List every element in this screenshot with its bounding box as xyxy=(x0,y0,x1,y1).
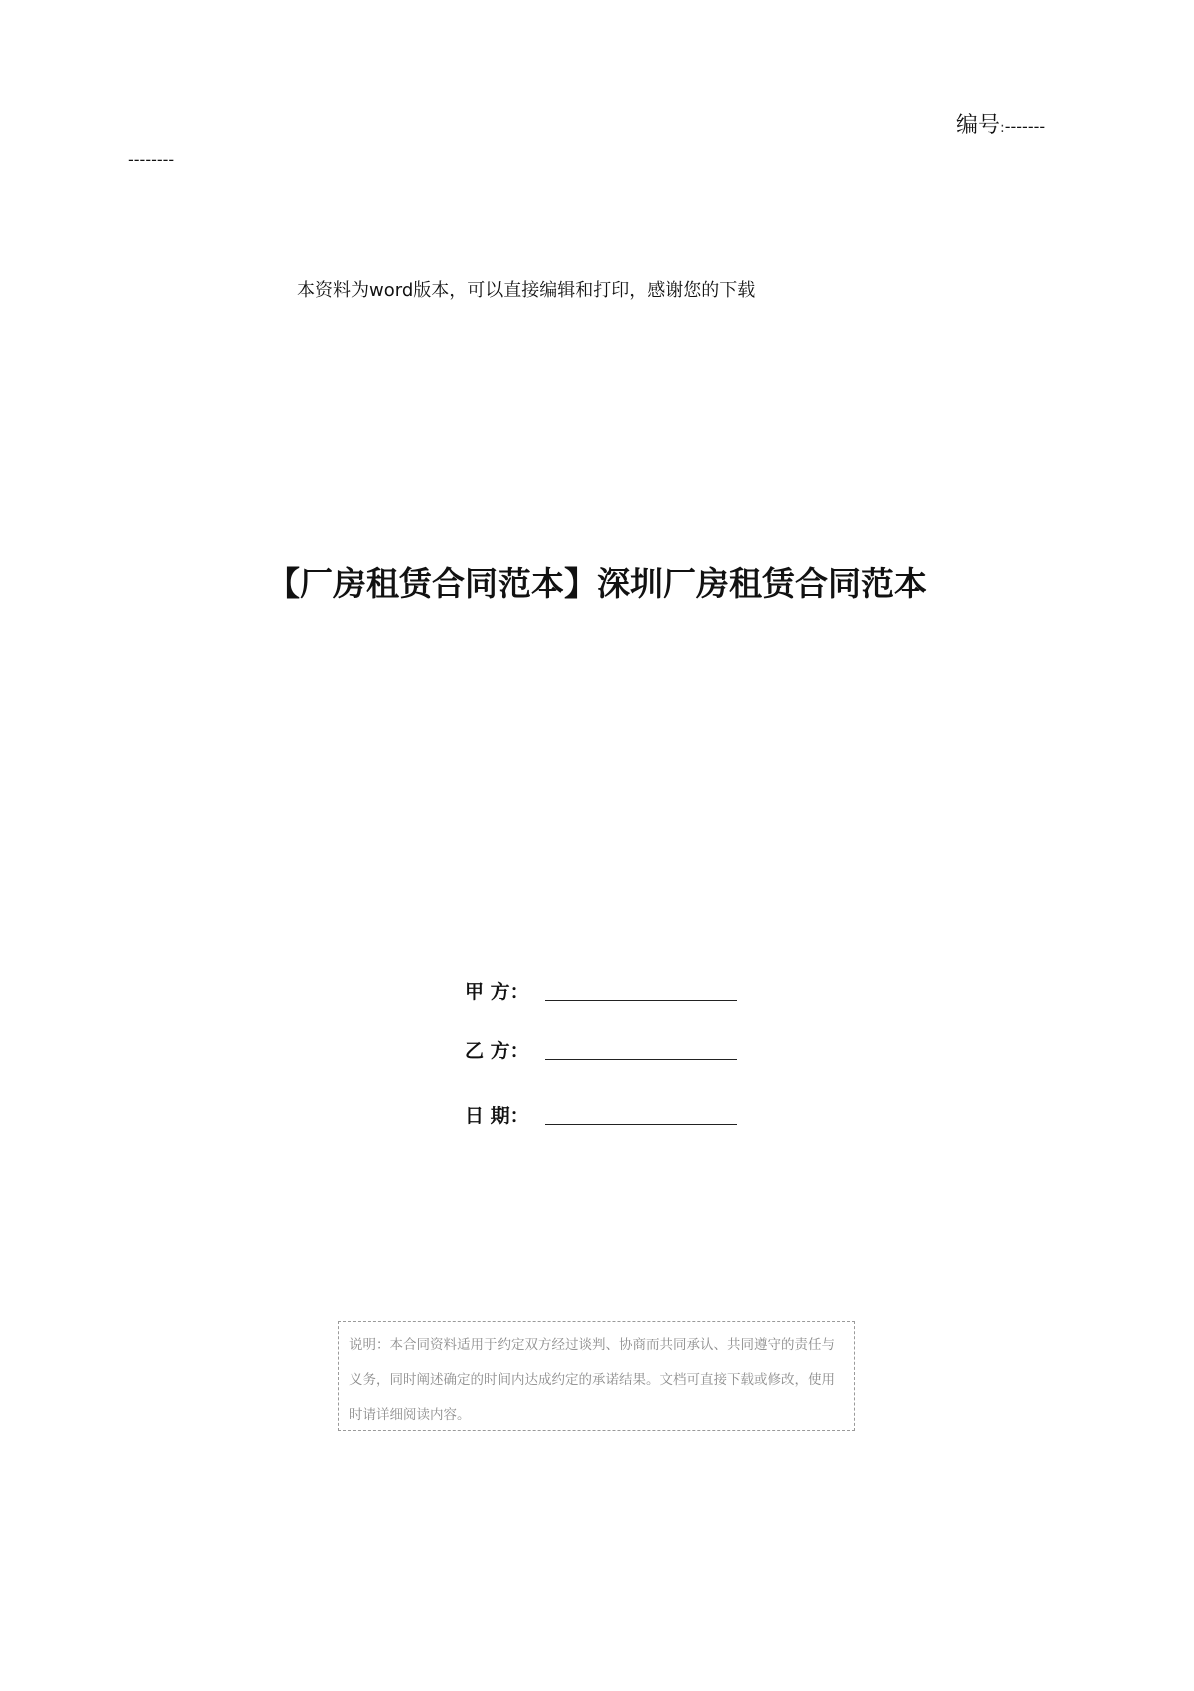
party-b-label: 乙 方： xyxy=(465,1040,529,1062)
date-label: 日 期： xyxy=(465,1105,529,1127)
note-line: 说明：本合同资料适用于约定双方经过谈判、协商而共同承认、共同遵守的责任与 xyxy=(349,1337,835,1353)
document-number-colon: : xyxy=(1000,120,1005,136)
party-b-row xyxy=(465,1036,737,1063)
document-title: 【厂房租赁合同范本】深圳厂房租赁合同范本 xyxy=(267,564,927,603)
party-a-label: 甲 方： xyxy=(465,981,529,1003)
note-line: 义务，同时阐述确定的时间内达成约定的承诺结果。文档可直接下载或修改，使用 xyxy=(349,1372,835,1388)
note-line: 时请详细阅读内容。 xyxy=(349,1407,471,1423)
party-a-row xyxy=(465,977,737,1004)
date-blank-line xyxy=(545,1123,737,1125)
document-number xyxy=(956,108,1045,139)
download-notice: 本资料为word版本，可以直接编辑和打印，感谢您的下载 xyxy=(297,280,756,301)
party-b-blank-line xyxy=(545,1058,737,1060)
date-row xyxy=(465,1101,737,1128)
party-a-blank-line xyxy=(545,999,737,1001)
document-number-blank-continued: -------- xyxy=(128,150,175,169)
document-number-blank: ------- xyxy=(1004,117,1046,136)
document-number-label: 编号 xyxy=(956,113,1001,138)
description-note-box xyxy=(338,1321,855,1431)
